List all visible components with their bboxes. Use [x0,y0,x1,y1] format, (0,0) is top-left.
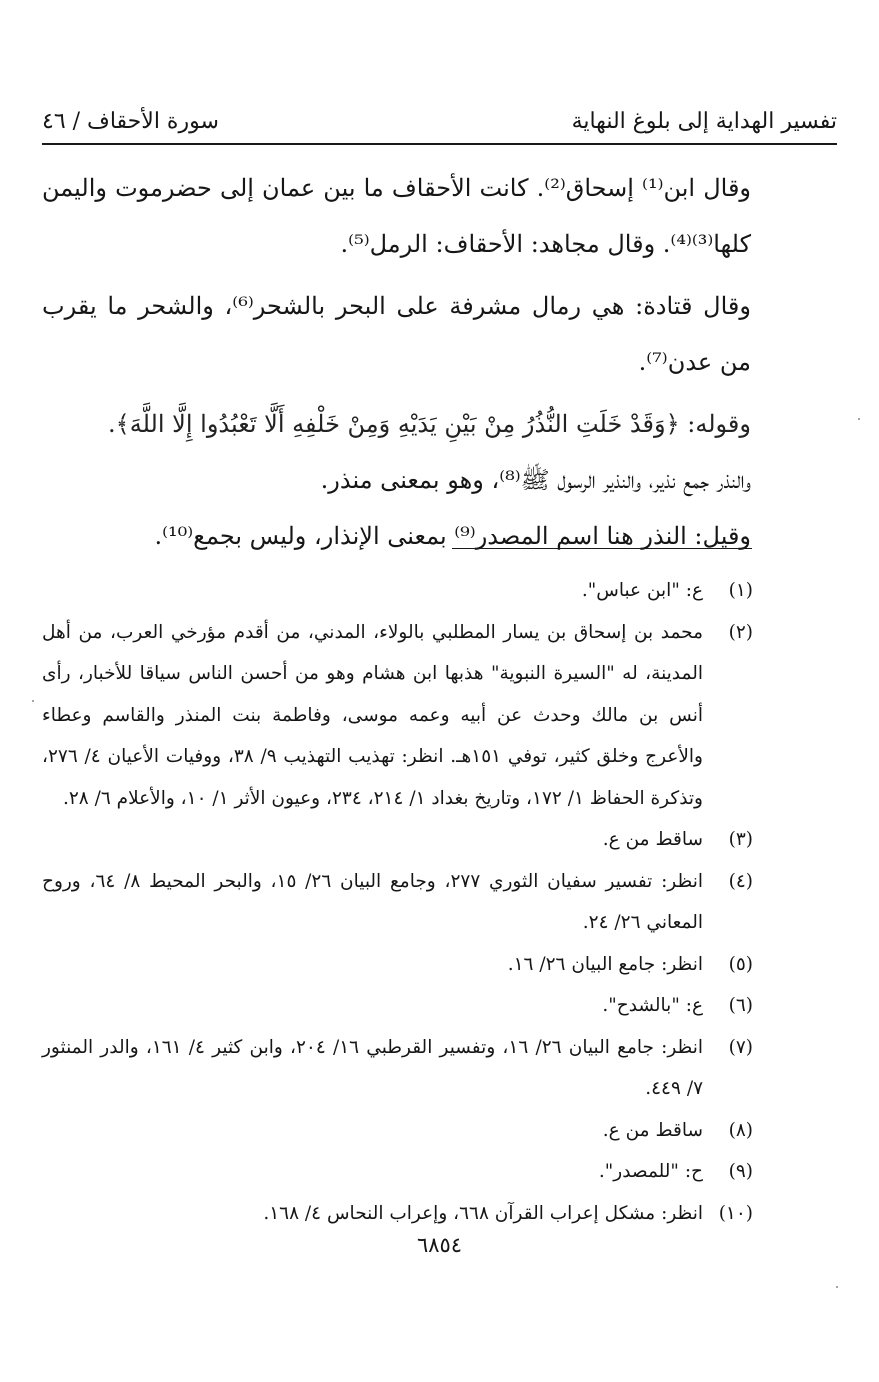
footnote-text: انظر: جامع البيان ٢٦/ ١٦، وتفسير القرطبي ١٦/ ٢٠٤، وابن كثير ٤/ ١٦١، والدر المنثور ٧/ ٤٤٩. [42,1036,704,1099]
footnote [42,570,753,612]
footnote-text: ع: "ابن عباس". [581,580,703,601]
main-text [42,160,751,564]
footnote-number: (٥) [728,953,753,975]
paragraph: وقال قتادة: هي رمال مشرفة على البحر بالشحر⁽⁶⁾، والشحر ما يقرب من عدن⁽⁷⁾. [42,292,751,376]
footnote [42,1193,753,1235]
footnote-number: (٧) [728,1036,753,1058]
footnote-text: ساقط من ع. [602,829,703,850]
footnote-number: (٤) [728,870,753,892]
footnote-text: ع: "بالشدح". [602,995,703,1016]
footnote-text: انظر: مشكل إعراب القرآن ٦٦٨، وإعراب النحاس ٤/ ١٦٨. [263,1202,703,1224]
running-head [42,94,837,134]
footnote-text: ساقط من ع. [602,1119,703,1141]
header-rule [42,143,837,145]
footnote [42,1151,753,1193]
footnote-number: (٣) [728,829,753,850]
scan-speck [858,418,860,420]
book-title: تفسير الهداية إلى بلوغ النهاية [571,109,837,134]
footnote-text: انظر: تفسير سفيان الثوري ٢٧٧، وجامع البيان ٢٦/ ١٥، والبحر المحيط ٨/ ٦٤، وروح المعاني ٢٦/ ٢٤. [42,870,703,933]
footnote [42,1027,753,1110]
footnote-number: (١) [728,580,753,601]
footnote-separator [452,548,752,549]
footnote-number: (٢) [728,621,753,643]
quran-verse: وقوله: ﴿وَقَدْ خَلَتِ النُّذُرُ مِنْ بَيْنِ يَدَيْهِ وَمِنْ خَلْفِهِ أَلَّا تَعْبُدُوا إِلَّا اللَّهَ﴾. [108,410,751,438]
footnote [42,861,753,944]
scan-speck [32,700,34,702]
scan-speck [836,1286,838,1288]
paragraph: وقيل: النذر هنا اسم المصدر⁽⁹⁾ بمعنى الإنذار، وليس بجمع⁽¹⁰⁾. [154,522,751,550]
footnote-number: (١٠) [718,1202,753,1224]
footnote-number: (٩) [728,1161,753,1182]
footnote-number: (٦) [728,995,753,1016]
footnote-text: انظر: جامع البيان ٢٦/ ١٦. [507,953,703,975]
footnote-text: ح: "للمصدر". [598,1161,703,1182]
footnote [42,985,753,1027]
surah-label: سورة الأحقاف / ٤٦ [42,109,219,134]
footnote [42,819,753,861]
paragraph: وقال ابن⁽¹⁾ إسحاق⁽²⁾. كانت الأحقاف ما بين عمان إلى حضرموت واليمن كلها⁽³⁾⁽⁴⁾. وقال مجاهد: الأحقاف: الرمل⁽⁵⁾. [42,174,752,258]
page-number: ٦٨٥٤ [416,1233,463,1257]
paragraph: والنذر جمع نذير، والنذير الرسول ﷺ⁽⁸⁾، وهو بمعنى منذر. [320,466,751,494]
footnote [42,944,753,986]
footnote-text: محمد بن إسحاق بن يسار المطلبي بالولاء، المدني، من أقدم مؤرخي العرب، من أهل المدينة، له "السيرة النبوية" هذبها ابن هشام وهو من أحسن الناس سياقا للأخبار، رأى أنس بن مالك وحدث عن أبيه وعمه موسى، وفاطمة بنت المنذر والقاسم وعطاء والأعرج وخلق كثير، توفي ١٥١هـ. انظر: تهذيب التهذيب ٩/ ٣٨، ووفيات الأعيان ٤/ ٢٧٦، وتذكرة الحفاظ ١/ ١٧٢، وتاريخ بغداد ١/ ٢١٤، ٢٣٤، وعيون الأثر ١/ ١٠، والأعلام ٦/ ٢٨. [42,621,703,809]
footnote [42,612,753,820]
footnote-number: (٨) [728,1119,753,1141]
footnotes [42,570,753,1234]
footnote [42,1110,753,1152]
